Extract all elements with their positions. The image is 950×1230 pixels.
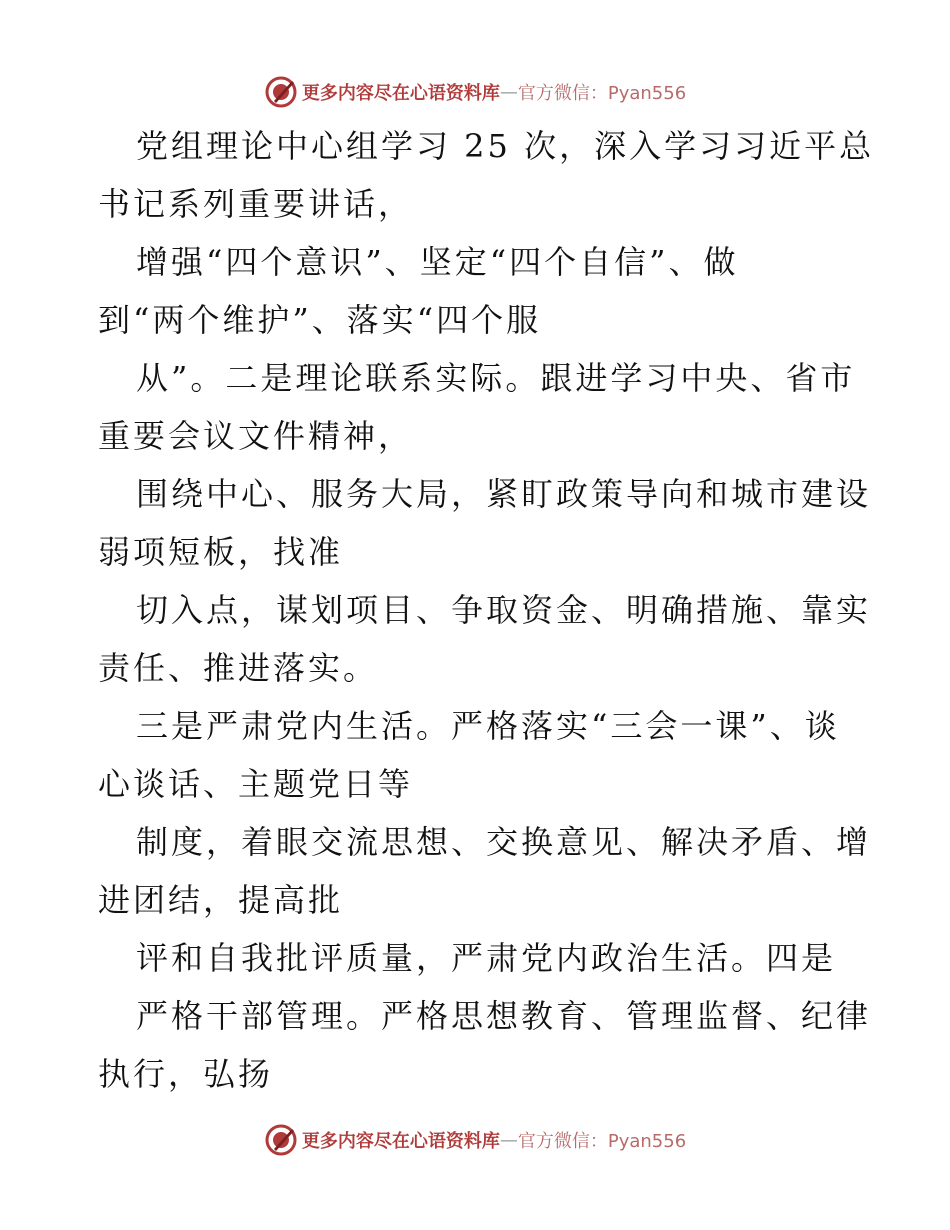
body-line: 执行，弘扬 [98,1055,274,1093]
body-line: 制度，着眼交流思想、交换意见、解决矛盾、增 [136,823,872,861]
body-line: 进团结，提高批 [98,881,344,919]
body-line: 严格干部管理。严格思想教育、管理监督、纪律 [136,997,872,1035]
banner-main-text: 更多内容尽在心语资料库 [301,1131,500,1152]
body-line: 三是严肃党内生活。严格落实“三会一课”、谈 [136,707,840,745]
footer-banner [0,1118,950,1162]
pen-logo-icon [264,75,298,109]
body-line: 党组理论中心组学习 25 次，深入学习习近平总 [136,127,875,165]
header-banner [0,70,950,114]
body-line: 围绕中心、服务大局，紧盯政策导向和城市建设 [136,475,872,513]
body-line: 书记系列重要讲话， [98,185,414,223]
banner-main-text: 更多内容尽在心语资料库 [301,83,500,104]
document-body [98,117,875,1103]
body-line: 增强“四个意识”、坚定“四个自信”、做 [136,243,739,281]
banner-dash: — [499,1129,518,1151]
body-line: 重要会议文件精神， [98,417,414,455]
body-line: 心谈话、主题党日等 [98,765,414,803]
banner-dash: — [499,81,518,103]
body-line: 评和自我批评质量，严肃党内政治生活。四是 [136,939,837,977]
body-line: 到“两个维护”、落实“四个服 [98,301,542,339]
banner-wechat-text: 官方微信：Pyan556 [517,1131,687,1152]
banner-wechat-text: 官方微信：Pyan556 [517,83,687,104]
pen-logo-icon [264,1123,298,1157]
body-line: 责任、推进落实。 [98,649,379,687]
body-line: 弱项短板，找准 [98,533,344,571]
body-line: 从”。二是理论联系实际。跟进学习中央、省市 [136,359,856,397]
body-line: 切入点，谋划项目、争取资金、明确措施、靠实 [136,591,872,629]
